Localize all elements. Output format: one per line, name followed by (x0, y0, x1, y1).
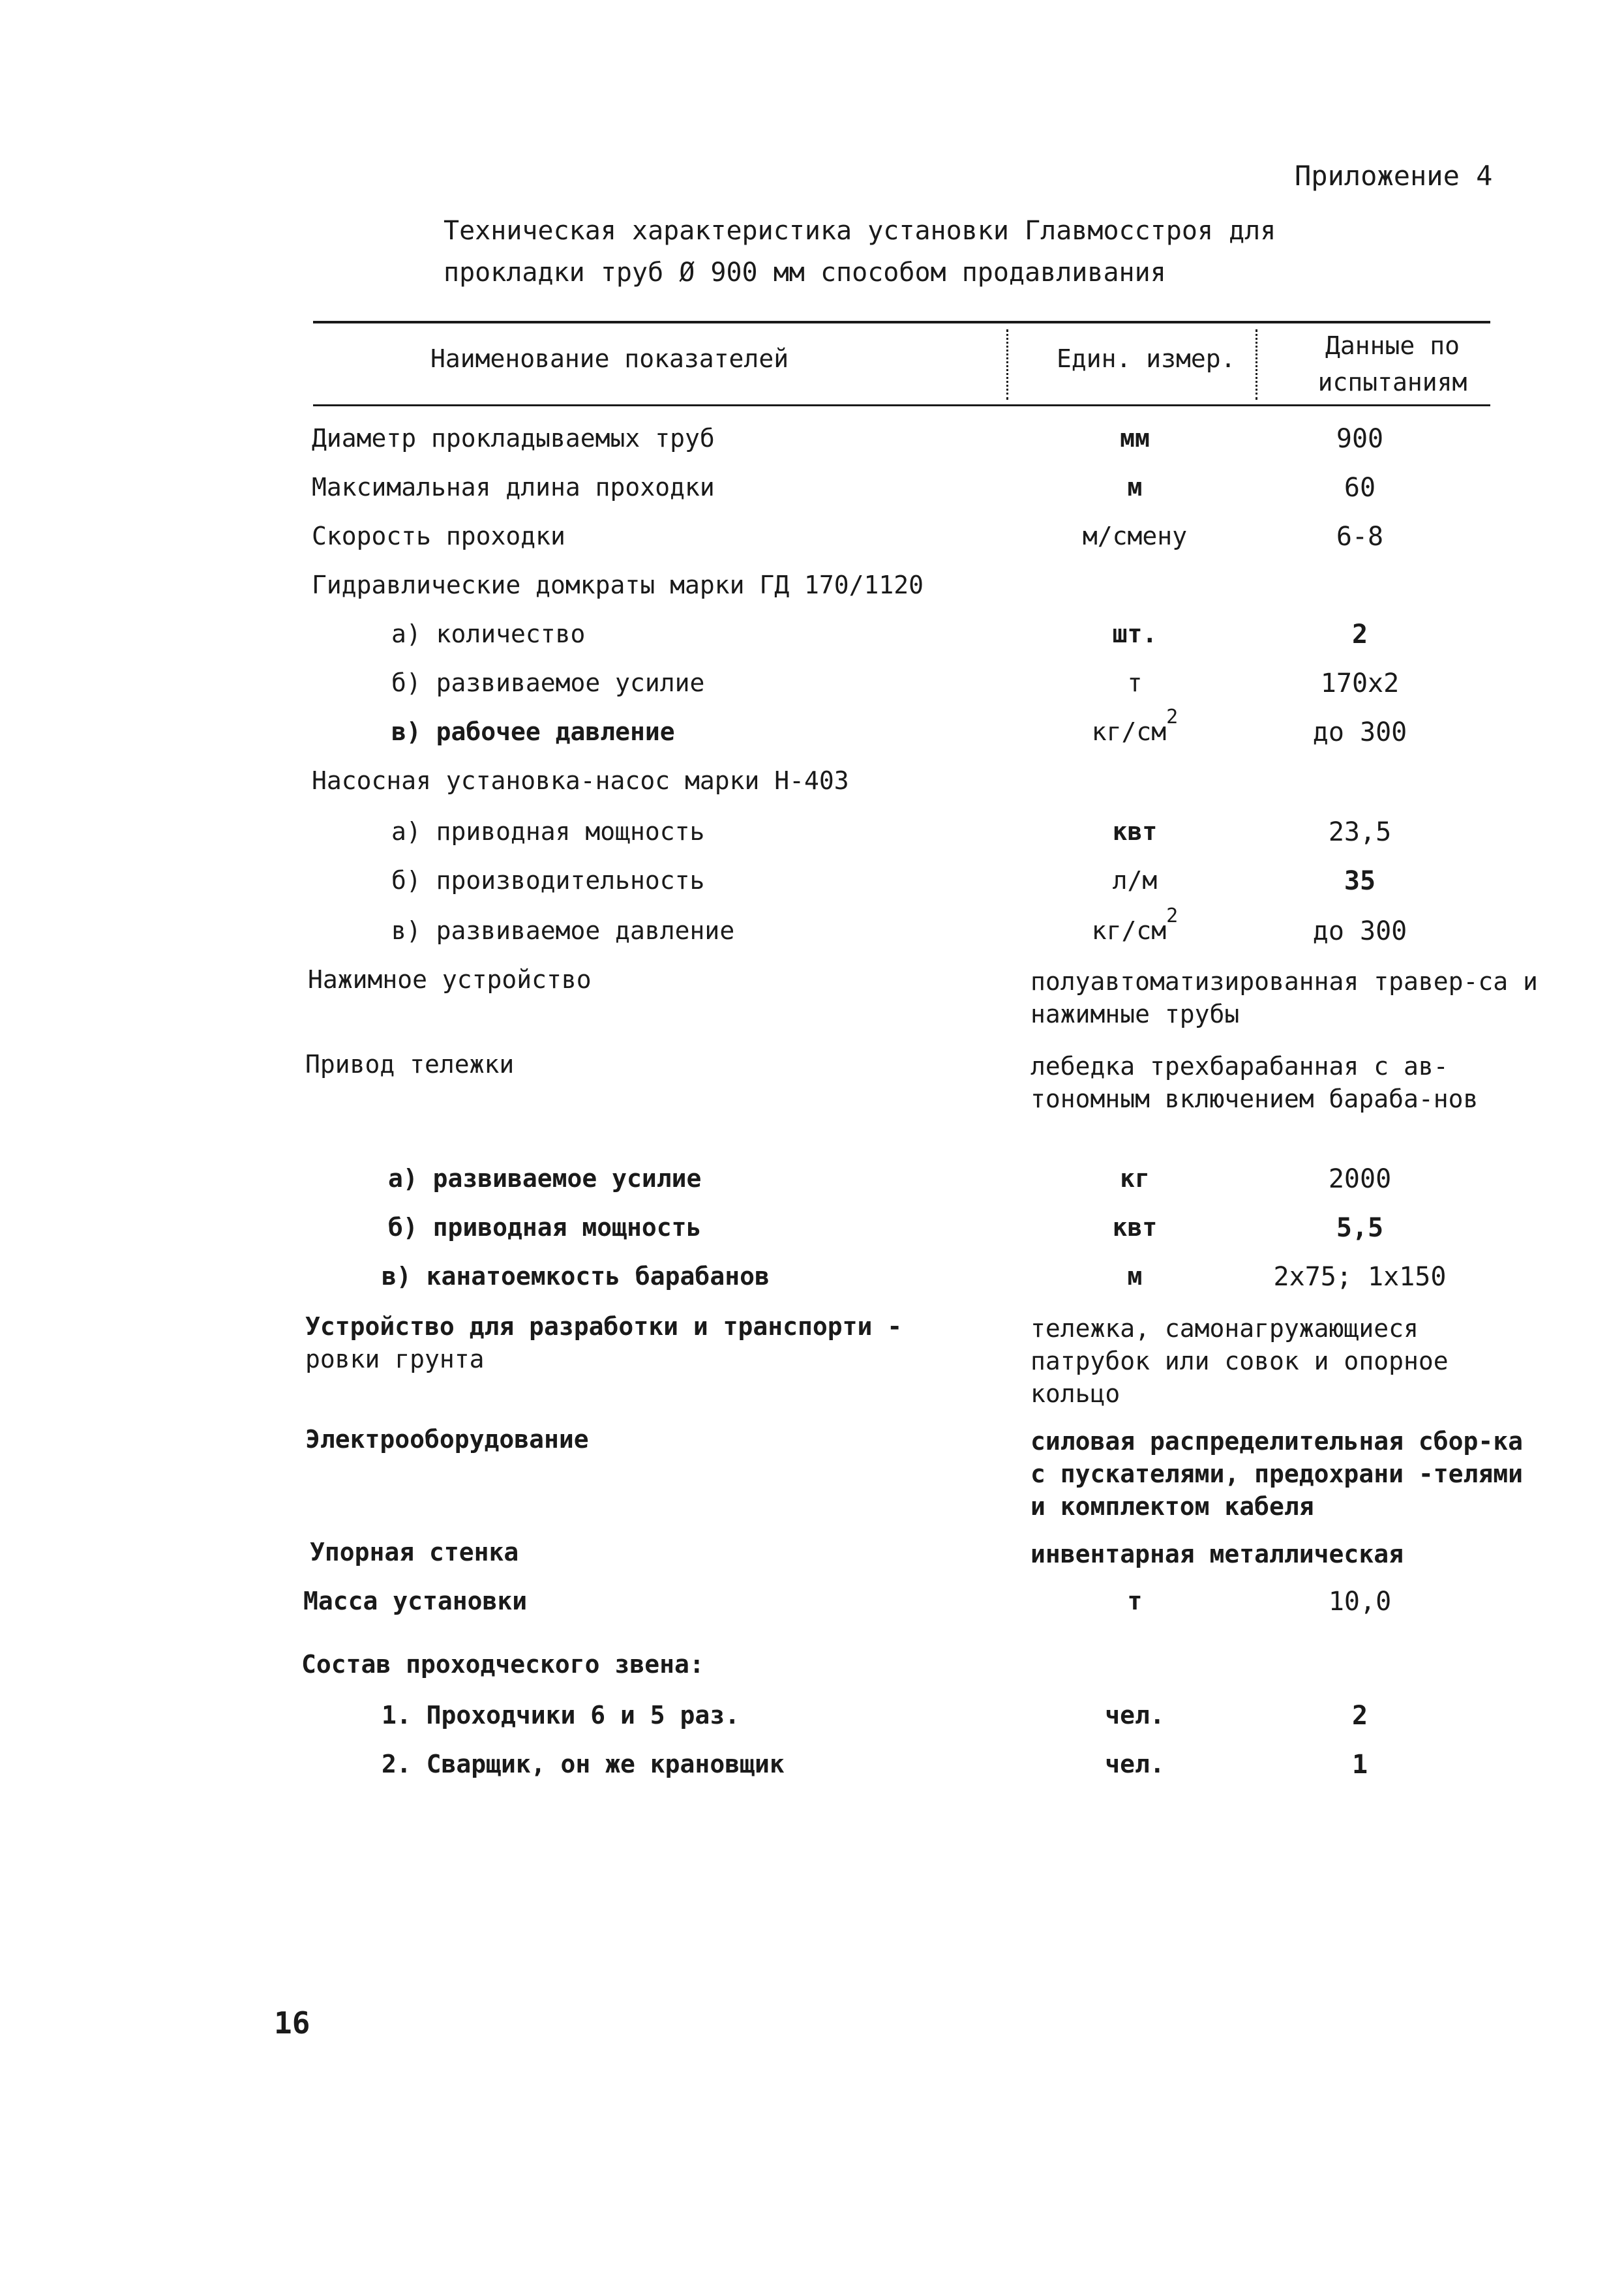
row-unit: квт (1112, 817, 1158, 846)
row-name: 2. Сварщик, он же крановщик (382, 1750, 785, 1778)
row-value: 170х2 (1320, 668, 1400, 698)
table-row (0, 1538, 1624, 1583)
row-name: а) развиваемое усилие (388, 1164, 702, 1193)
row-description: силовая распределительная сбор-ка с пускателями, предохрани -телями и комплектом кабеля (1030, 1427, 1523, 1521)
table-row (0, 1701, 1624, 1746)
row-name: а) приводная мощность (391, 817, 705, 846)
column-separator (1256, 329, 1257, 400)
table-row (0, 817, 1624, 863)
row-description: лебедка трехбарабанная с ав-тономным включением бараба-нов (1030, 1052, 1479, 1113)
table-row (0, 522, 1624, 567)
table-row (0, 424, 1624, 470)
row-value: 60 (1344, 473, 1376, 503)
row-name: Насосная установка-насос марки Н-403 (312, 766, 849, 795)
row-value: 2000 (1328, 1164, 1392, 1194)
row-name: Привод тележки (305, 1050, 515, 1079)
row-description: тележка, самонагружающиеся патрубок или совок и опорное кольцо (1030, 1314, 1449, 1408)
row-unit (1017, 706, 1252, 746)
row-unit: т (1127, 668, 1143, 697)
table-row (0, 1164, 1624, 1210)
table-row (0, 965, 1624, 1037)
column-header-name: Наименование показателей (430, 344, 789, 373)
row-value: 2 (1351, 620, 1368, 650)
column-header-data (1295, 327, 1490, 400)
table-row (0, 1425, 1624, 1529)
row-unit: л/м (1112, 866, 1158, 895)
row-unit: квт (1112, 1213, 1158, 1242)
row-value: 2 (1351, 1701, 1368, 1731)
column-separator (1006, 329, 1008, 400)
row-value: до 300 (1312, 717, 1407, 747)
row-name: в) рабочее давление (391, 717, 675, 746)
row-description: инвентарная металлическая (1030, 1540, 1404, 1568)
row-value: 35 (1344, 866, 1376, 896)
row-name: Гидравлические домкраты марки ГД 170/1120 (312, 571, 924, 599)
crew-title-row (0, 1650, 1624, 1696)
table-row (0, 1587, 1624, 1632)
row-value: 6-8 (1336, 522, 1384, 552)
unit-text: кг/см (1091, 916, 1167, 945)
row-unit: м (1127, 473, 1143, 502)
table-row (0, 766, 1624, 812)
row-value: 10,0 (1328, 1587, 1392, 1617)
row-name: 1. Проходчики 6 и 5 раз. (382, 1701, 740, 1729)
row-value: 1 (1351, 1750, 1368, 1780)
row-name: б) приводная мощность (388, 1213, 702, 1242)
crew-title: Состав проходческого звена: (301, 1650, 704, 1679)
row-unit: мм (1120, 424, 1150, 453)
row-name: Упорная стенка (310, 1538, 519, 1566)
row-name-continued: ровки грунта (305, 1345, 485, 1373)
row-value: 2х75; 1х150 (1273, 1262, 1447, 1292)
row-name: в) канатоемкость барабанов (382, 1262, 770, 1291)
row-unit: чел. (1105, 1701, 1165, 1729)
row-name: б) производительность (391, 866, 705, 895)
column-header-data-line1: Данные по (1325, 331, 1460, 360)
title-line-1: Техническая характеристика установки Главмосстроя для (444, 216, 1276, 246)
row-name: в) развиваемое давление (391, 916, 735, 945)
table-row (0, 1262, 1624, 1308)
row-unit: чел. (1105, 1750, 1165, 1778)
table-row (0, 1312, 1624, 1420)
table-row (0, 866, 1624, 912)
row-name: Электрооборудование (305, 1425, 589, 1454)
row-value: 5,5 (1336, 1213, 1384, 1243)
row-name: б) развиваемое усилие (391, 668, 705, 697)
table-row (0, 1750, 1624, 1795)
row-name: Устройство для разработки и транспорти - (305, 1312, 903, 1341)
unit-text: кг/см (1091, 717, 1167, 746)
row-description: полуавтоматизированная травер-са и нажимные трубы (1030, 967, 1538, 1028)
row-value: 23,5 (1328, 817, 1392, 847)
row-name: Диаметр прокладываемых труб (312, 424, 715, 453)
table-row (0, 473, 1624, 518)
row-unit: кг (1120, 1164, 1150, 1193)
table-header-rule (313, 404, 1490, 406)
row-unit (1017, 905, 1252, 945)
row-name: Максимальная длина проходки (312, 473, 715, 502)
table-row (0, 571, 1624, 616)
row-value: 900 (1336, 424, 1384, 454)
row-value: до 300 (1312, 916, 1407, 946)
page-number: 16 (274, 2005, 310, 2041)
table-row (0, 905, 1624, 962)
table-row (0, 620, 1624, 665)
row-unit: м (1127, 1262, 1143, 1291)
document-title (444, 210, 1276, 293)
unit-superscript: 2 (1166, 905, 1179, 927)
table-row (0, 706, 1624, 763)
row-unit: т (1127, 1587, 1143, 1615)
appendix-label: Приложение 4 (1295, 160, 1493, 192)
row-name: а) количество (391, 620, 586, 648)
table-top-rule (313, 321, 1490, 323)
row-name: Нажимное устройство (308, 965, 592, 994)
unit-superscript: 2 (1166, 706, 1179, 728)
table-row (0, 1050, 1624, 1154)
title-line-2: прокладки труб Ø 900 мм способом продавливания (444, 258, 1166, 288)
column-header-unit: Един. измер. (1057, 344, 1236, 373)
table-row (0, 668, 1624, 714)
table-row (0, 1213, 1624, 1259)
column-header-data-line2: испытаниям (1317, 368, 1467, 397)
row-unit: м/смену (1082, 522, 1188, 550)
row-unit: шт. (1112, 620, 1158, 648)
row-name: Масса установки (303, 1587, 528, 1615)
row-name: Скорость проходки (312, 522, 565, 550)
